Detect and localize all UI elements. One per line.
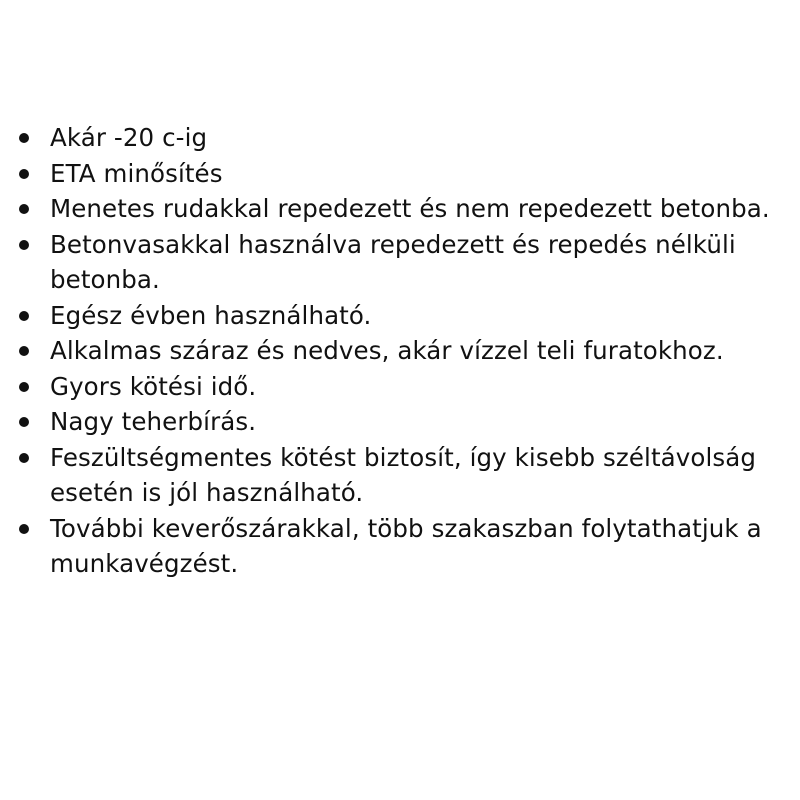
list-item-text: Nagy teherbírás. <box>50 407 257 436</box>
list-item <box>50 227 780 298</box>
list-item-text: ETA minősítés <box>50 158 223 188</box>
list-item <box>50 404 780 440</box>
bullet-icon <box>19 417 29 427</box>
bullet-icon <box>19 169 29 179</box>
list-item-text: Egész évben használható. <box>50 300 372 330</box>
list-item-text: Menetes rudakkal repedezett és nem repedezett betonba. <box>50 194 770 223</box>
bullet-icon <box>19 240 29 250</box>
list-item <box>50 440 780 511</box>
list-item <box>50 333 780 369</box>
list-item <box>50 156 780 192</box>
list-item <box>50 298 780 334</box>
list-item-text: Gyors kötési idő. <box>50 371 257 401</box>
bullet-icon <box>19 524 29 534</box>
bullet-icon <box>19 204 29 214</box>
bullet-icon <box>19 311 29 321</box>
list-item-text: Akár -20 c-ig <box>50 123 208 152</box>
feature-list <box>50 120 780 582</box>
list-item-text: Alkalmas száraz és nedves, akár vízzel teli furatokhoz. <box>50 336 724 365</box>
list-item <box>50 511 780 582</box>
list-item <box>50 191 780 227</box>
list-item-text: További keverőszárakkal, több szakaszban folytathatjuk a munkavégzést. <box>50 513 762 578</box>
bullet-icon <box>19 453 29 463</box>
list-item-text: Betonvasakkal használva repedezett és repedés nélküli betonba. <box>50 229 736 294</box>
list-item-text: Feszültségmentes kötést biztosít, így kisebb széltávolság esetén is jól használható. <box>50 442 757 507</box>
bullet-icon <box>19 133 29 143</box>
bullet-icon <box>19 382 29 392</box>
list-item <box>50 120 780 156</box>
list-item <box>50 369 780 405</box>
bullet-icon <box>19 346 29 356</box>
